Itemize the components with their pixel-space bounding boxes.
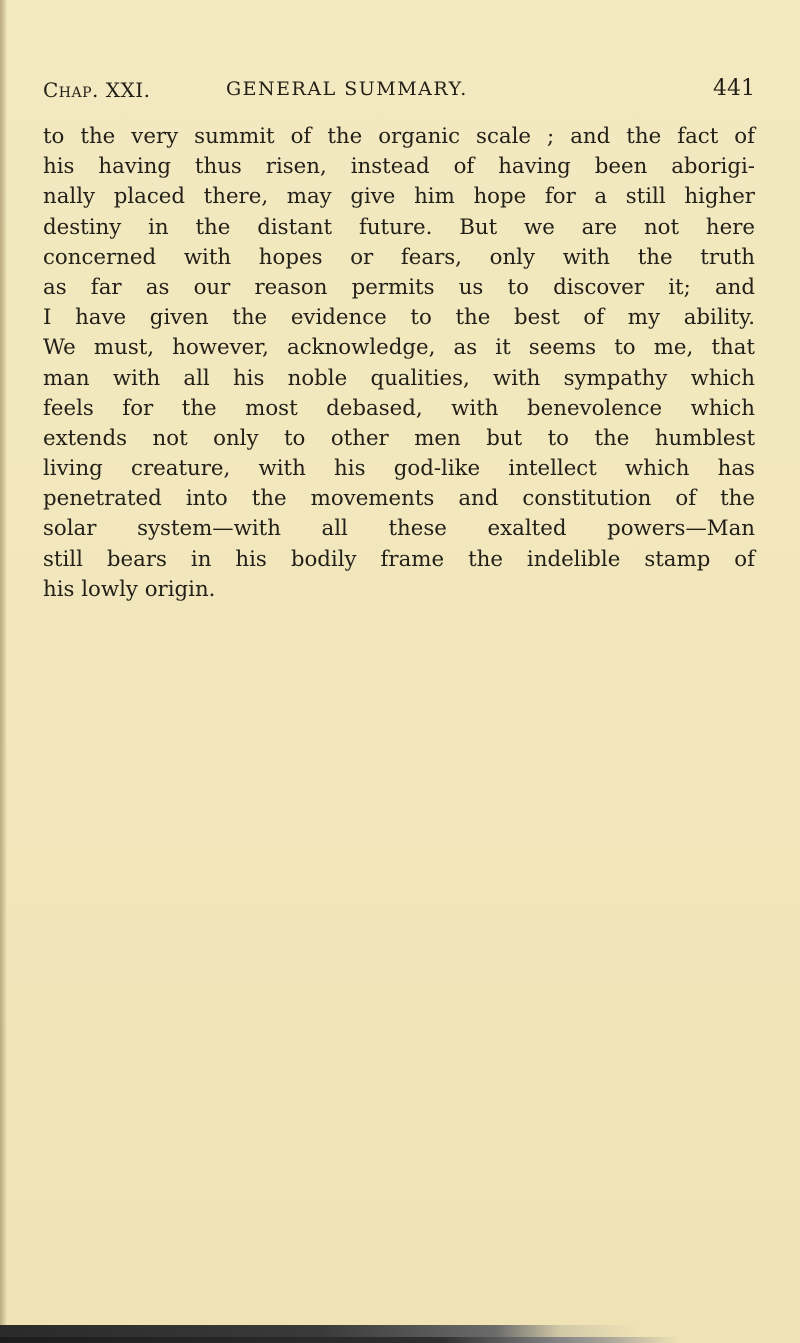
text-line: nally placed there, may give him hope for a still higher [43,184,755,210]
running-head [43,78,755,108]
text-line: solar system—with all these exalted powers—Man [43,516,755,542]
text-line: his having thus risen, instead of having been aborigi- [43,154,755,180]
page-number: 441 [713,76,755,101]
text-line: feels for the most debased, with benevolence which [43,395,755,421]
running-title: GENERAL SUMMARY. [226,78,468,100]
chapter-label: Chap. XXI. [43,78,151,102]
text-line: penetrated into the movements and constitution of the [43,486,755,512]
text-line: extends not only to other men but to the humblest [43,425,755,451]
text-line: concerned with hopes or fears, only with the truth [43,244,755,270]
text-line: to the very summit of the organic scale ; and the fact of [43,124,755,149]
scan-bottom-edge [0,1325,800,1343]
text-line: man with all his noble qualities, with sympathy which [43,365,755,391]
text-line: living creature, with his god-like intellect which has [43,456,755,482]
page-binding-edge [0,0,7,1343]
text-line: We must, however, acknowledge, as it seems to me, that [43,335,755,361]
body-paragraph [43,122,755,605]
text-line: destiny in the distant future. But we are not here [43,214,755,240]
text-line: still bears in his bodily frame the indelible stamp of [43,546,755,572]
text-line: as far as our reason permits us to discover it; and [43,274,755,300]
text-line: I have given the evidence to the best of my ability. [43,305,755,331]
text-line-last: his lowly origin. [43,576,216,602]
